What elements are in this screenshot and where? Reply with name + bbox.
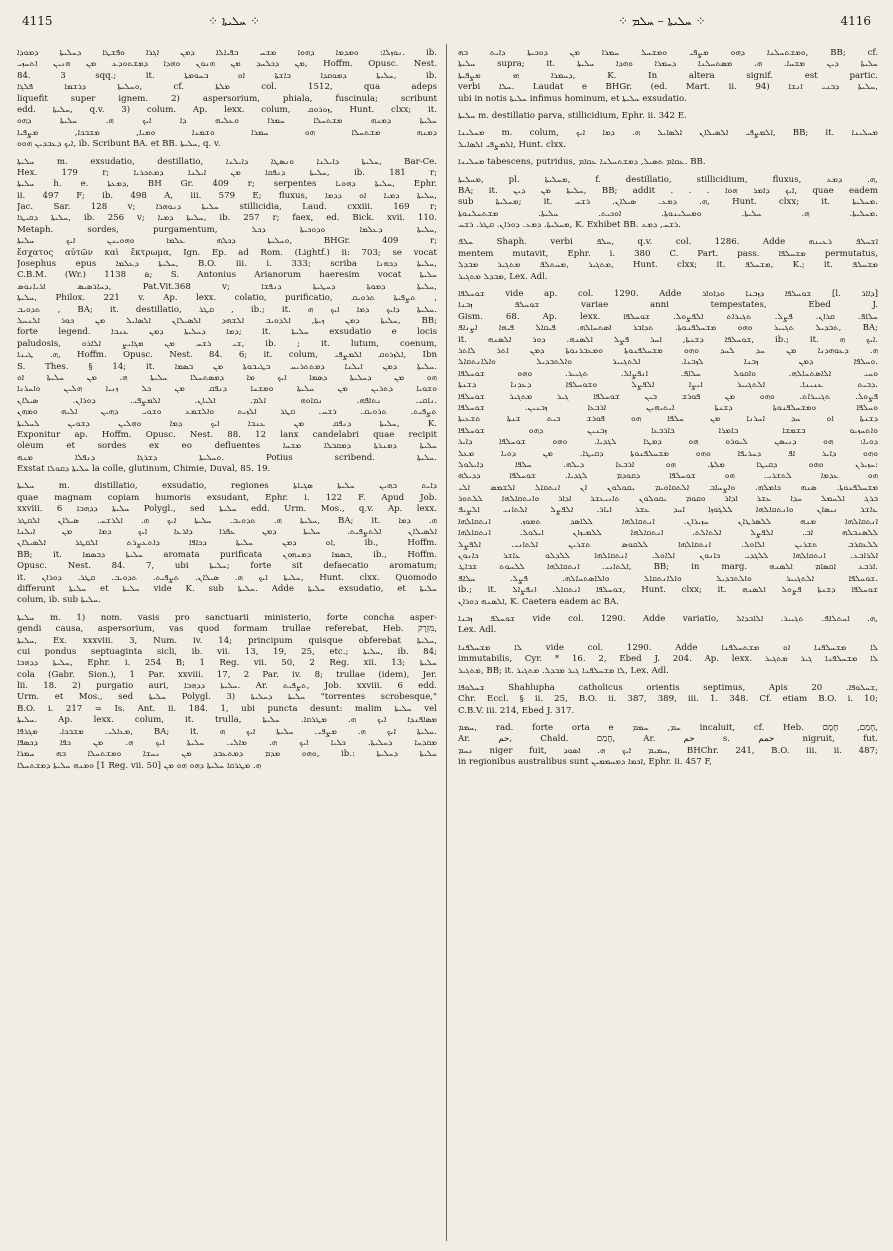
text-line: ܡܢ ܕܟܠܚܕ ܡܢ ܗܢܘܢ ܘܗܕܐ ܕܡܫܬܘܕܥ ܡܢ ܗܢܝܢ ܐܬܚܙܝ, Hoffm. Opusc. Nest. <box>17 59 437 70</box>
text-line: it. ܫܘܚܠܦܐ ܕܫܢܬܐ, ܐܚܪ ܦܨܠ ܐܠܣܢܗ. ܕܘܪ ܐܠܣܢܗ, ib.; it. ܐܝܟ ܗ. <box>458 334 878 345</box>
text-line: ܥܐܫܪ ܢܝܣܐܢ ܘܐܢܬܩܐܠܗܐ ܠܠܓܘܙܐ ܐܚܕ ܥܫܪ ܐܝܐܪ. ܐܠܦܨܠ ܐܠܬܐܢܝ ܐܠܨܝܦ <box>458 505 878 516</box>
text-line: ii. 497 F; ib. 498 A, iii. 579 E; fluxus, ܚܠܝܬܐ ܕܡܝܐ ܐܘ ܕܕܡܐ, <box>17 190 437 201</box>
text-line: ܚܠܝܬܐ ܕܢܦܩ ܡܢ ܥܢܒܐ ܐܝܟ ܕܡܐ ܘܗܠܝܢ ܕܫܘܝܢ ܠܚܠܝܬܐ, K. <box>17 418 437 429</box>
text-line: ܚܙܝܪܢ ܘܗܘ ܕܩܝܛܐ ܡܠܬܐ. ܗܘ ܐܪܒܥܐ ܕܝܠܗ. ܚܠܦܐ ܕܐܝܠܘܠ: <box>458 459 878 470</box>
text-line: S. Thes. § 14; it. ܚܠܝܬܐ ܕܡܢ ܐܝܠܢܐ ܕܡܬܬܪܝܚ ܒܛܝܒܘܬܐ ܡܢ ܒܣܡܐ. <box>17 361 437 372</box>
text-line: ܚܠܝܬܐ ܕܡܢܗ ܡܫܬܚܠܐ ܚܡܪܐ ܘܥܠܝܗ ܕܐ ܐܝܟ ܗ. ܚܠܝܬܐ ܕܗܘ <box>17 116 437 127</box>
text-line: colum, ib. sub ܚܠܝܬܐ. <box>17 595 101 606</box>
text-line: ܢܘܙܠܐ: ܘܡܕܡܐ ܕܗܘܐ ܡܫܚ ܒܦܝܐܠܐ ܕܡܢ ܐܓܪܐ ܘܦܫܛܐ ܕܚܠܝܬܐ ܕܡܘܕܐ. ib. <box>17 48 437 58</box>
text-line: C.B.M. (Wr.) 1138 a; S. Antonius Arianorum haeresim vocat ܚܠܝܬܐ <box>17 270 437 281</box>
text-line: ܗ. ܛܝܢܐ, Hoffm. Opusc. Nest. 84. 6; it. colum, ܐܠܙܪܘܩ ܐܠܡܨܦܝ, Ibn <box>17 350 437 361</box>
text-line: ܡܚܠܝܬܐ. ܗ. ܚܠܝܬܐ. ܘܡܚܠܝܢܘܬܐ. ܐܘܟܝܬ. ܚܠܝܬܐ. ܡܫܬܚܠܢܘܬܐ. <box>458 208 878 219</box>
text-line: ἔσχατος αὐτῶν καὶ ἔκτρωμα, Ign. Ep. ad Rom. (Lightf.) ii: 703; se vocat <box>17 247 437 258</box>
text-line: ܡܫܚܠܦܢܘܬܐ. ܣܢܗ ܟܐܡܠܗ. ܘܐܨܚܐܒ ܐܠܬܩܐܘܝܡ ܝܩܘܠܘܢ ܐܢ ܐܢܬܩܐܠ ܐܠܫܡܣ ܐܠܝ <box>458 482 878 493</box>
text-line: ܘܚܠܝܬܐ ܕܪܫܡܐ ܦܠܓܐ, cf. ܡܠܬܐ col. 1512, qua adeps <box>17 82 437 93</box>
text-line: ܘܐܬܚܙܝܘ ܒܫܡܫܐ ܒܐܡܪܐ ܒܐܪܒܥܐ ܙܒܢܝܢ ܕܗܘ ܫܘܚܠܦܐ <box>458 425 878 436</box>
text-line: Urm. et Mos., sed ܚܠܝܬܐ Polygl. 3) ܚܠܝܬܐ ܕܚܠܝܬܐ "torrentes scrobesque," <box>17 692 437 703</box>
text-line: ܕܫܢܬܐ ܐܘ ܚܕ ܐܚܪܢܐ ܡܢ ܚܠܦܐ ܗܘ ܦܘܪܫ ܒܝܬ ܫܢܬܐ ܬܫܥܝܬܐ <box>458 414 878 425</box>
page-number-left: 4115 <box>22 14 53 28</box>
text-line: quae magnam copiam humoris exsudant, Ephr. i. 122 F. Apud Job. <box>17 492 437 503</box>
text-line: oleum et sordes ex eo defluentes ܚܠܝܬܐ ܕܡܢܪܬܐ ܕܡܩܒܠܐ ܡܫܚܐ <box>17 441 437 452</box>
text-line: ܐܠܡܨܦܝ ܐܠܣܐܝܠ, Hunt. clxx. <box>458 139 566 150</box>
column-divider <box>446 44 447 1241</box>
text-line: ܗ. ܕܥܘܗܕܢܐ ܡܢ ܚܕ ܠܚܕ ܘܗܘ ܡܫܚܠܦܢܘܬܐ ܘܡܥܒܪܢܘܬܐ ܕܡܢ ܐܬܪ ܠܐܬܪ <box>458 345 878 356</box>
text-line: ܚܠܝܬܐ supra; it. ܚܠܝܬܐ ܕܝܢ ܡܫܚܐ. ܗ. ܡܣܬܚܠܢܐ ܕܚܡܪܐ ܘܗܕܐ ܚܠܝܬܐ <box>458 59 878 70</box>
text-line: lii. 18. 2) purgatio auri, ܚܠܝܬܐ ܕܕܗܒܐ. Ar. ܬܨܦܝܬ, Job. xxviii. 6 edd. <box>17 681 437 692</box>
text-line: ܐܘ ܕܡܢ ܚܠܝܬܐ ܕܟܐܦܐ ܕܐܬܥܨܪܬ ܐܠܩܛܪ ܐܠܣܝܠܐܢ, ib., Hoffm. <box>17 538 437 549</box>
text-line: ܐܠܣܢܗ ܕܘܪܐܢ, K. Caetera eadem ac BA. <box>458 596 619 607</box>
text-line: ܚܠܝܬܐ m. 1) nom. vasis pro sanctuarii ministerio, forte concha asper- <box>17 612 437 623</box>
text-line: Josephus epus ܚܠܝܬܐ ܕܥܠܡܐ, B.O. iii. i. 333; scriba ܚܠܝܬܐ ܕܟܗܢܐ, <box>17 259 437 270</box>
text-line: ܡܚܠܝܢܐ m. colum, ܐܠܡܨܦܝ ܐܠܣܝܠܐܢ ܐܠܣܐܝܠ ܗ. ܕܡܐ ܐܝܟ, BB; it. ܡܚܠܝܢܐ <box>458 128 878 139</box>
text-line: ܗܘ ܡܢ ܕܚܠܝܬܐ ܕܣܡܐ ܐܝܟ ܡܐ ܕܡܣܬܚܠܐ ܚܠܝܬܐ ܗ. ܡܢ ܚܠܝܬܐ ܐܘ <box>17 372 437 383</box>
text-line: cui pondus septuaginta sicli, ib. vii. 13, 19, 25, etc.; ܚܠܝܬܐ, ib. 84; <box>17 646 437 657</box>
text-line: Gism. 68. Ap. lexx. ܚܠܐܦ. ܩܪܐܢ. ܦܨܠ. ܬܓܝܪܐܬ ܐܠܦܨܘܠ. ܫܘܚܠܦܐ <box>458 311 878 322</box>
text-line: ܠܐ ܡܫܚܠܦܢܐ vide col. 1290. Adde ܠܐ ܡܫܚܠܦܢܐ ܐܘ ܡܫܬܚܠܦܢܐ <box>458 642 878 653</box>
text-line: ܚܡܡ, rad. forte orta e ܚܡ, ܚܡܡ incaluit, cf. Heb. חָמַם, חָמָם, <box>458 723 878 734</box>
text-line: ܫܚܠܘܦܐ Shahlupha catholicus orientis septimus, Apis ܫܚܠܘܦܐ. 20, <box>458 682 878 693</box>
running-header <box>18 14 875 38</box>
text-line: Opusc. Nest. 84. 7, ubi ܚܠܝܬܐ; forte sit defaecatio aromatum; <box>17 561 437 572</box>
text-line: ܕܒܝܬ ܥܢܝܢܐ. ܐܠܬܓܝܝܪ ܐܝܨܐ ܐܠܦܨܠ ܘܫܘܚܠܦܐ ܕܥܕܢܐ ܕܫܢܬܐ. <box>458 380 878 391</box>
header-title-left: ⁘ ܚܠܝܬܐ ⁘ <box>208 14 261 28</box>
text-line: ubi in notis ܚܠܝܬܐ infimus hominum, et ܚܠܝܬܐ exsudatio. <box>458 93 687 104</box>
text-line: ܚܠܝܬܐ ܗ. ܬܕܘܝܒ. ܚܠܝܬܐ ܐܝܟ ܗ. ܐܠܪܫܚ. ܣܝܠܐܢ ܐܠܩܛܪ, BA; it. ܗ. ܕܡܐ <box>17 515 437 526</box>
text-line: ܐܠܪܐܒܥ. ܐܢܬܩܐܠܗܐ ܠܠܓܕܝ ܟܐܢܘܢ ܐܠܐܘܠ. ܐܢܬܩܐܠܗܐ ܠܠܕܠܘ ܥܐܫܪ ܟܐܢܘܢ <box>458 551 878 562</box>
text-line: BB; it. ܚܠܝܬܐ ܕܒܣܡܐ aromata purificata ܒܣܡܐ ܕܡܢܗܘܢ, ib., Hoffm. <box>17 549 437 560</box>
text-line: ܡܒܕܠ ܡܬܓܝܪ, Lex. Adl. <box>458 271 548 282</box>
text-line: ܡܚܠܝܬܐ. ܕܡܥ. ܕܘܪܐܢ. ܩܛܪ. ܪܫܚ, K. Exhibet BB. ܪܫܚ, ܕܡܥ. <box>458 220 681 231</box>
text-line: ܘܗܘ ܕܐܝܪ ܐܦ ܕܚܪܝܦܐ ܘܗܘ ܡܫܚܠܦܢܘܬܐ ܕܩܝܛܐ. ܡܢ ܕܘܝܐ ܡܥܠ <box>458 448 878 459</box>
text-line: ܚܠܝܬܐ, Philox. 221 v. Ap. lexx. colatio, purificatio, ܬܨܦܝܬܐ ܬܪܘܝܩ , <box>17 293 437 304</box>
text-line: ܫܘܚܠܦ ܙܒܢܐ variae anni tempestates, Ebed J. <box>458 300 878 311</box>
text-line: ib.; it. ܫܘܚܠܦܐ ܐܢܬܩܐܠ. ܐܢܦܨܐܠ, Hunt. clxx; it. ܫܘܚܠܦܐ ܕܫܢܬܐ ܦܨܘܠ ܐܠܣܢܗ <box>458 585 878 596</box>
text-line: ܡܬܓܝܪ ,ܡܚܬܠܦ ܡܬܓܝܪ ܡܒܕܠ, Hunt. clxx; it. ܡܫܚܠܦ, K.; it. ܡܫܚܠܦ <box>458 260 878 271</box>
text-line: ܘܚܠܦܐ ܘܡܫܚܠܦܢܘܬܐ ܕܫܢܬܐ ܐܝܬܝܗܝܢ ܐܪܒܥܐ ܙܒܢܝܢ. ܫܘܚܠܦܐ <box>458 402 878 413</box>
text-line: C.B.V. iii. 214, Ebed J. 317. <box>458 705 575 716</box>
text-line: ܡܚܠܝܢܐ tabescens, putridus, ܥܩܐܡ ܬܣܝܠ, ܕܡܫܬܚܠܢܐ ܥܩܐܡ. BB. <box>458 157 706 168</box>
text-line: ܘܚܠܝܬܐ ܕܫܪܓܐ ܕܢܦܠܐ ܡܢܗ. Potius scribend. ܚܠܝܬܐ. <box>17 452 437 463</box>
text-line: ܐܠܣܝܠܐܢ ܐܠܬܨܦܝܬ. ܚܠܝܬܐ ܕܡܢ ܥܦܪܐ ܕܐܪܥܐ ܐܝܟ ܕܡܐ ܡܢ ܐܝܠܢܐ <box>17 527 437 538</box>
text-line: immutabilis, Cyr. * 16. 2, Ebed J. 204. Ap. lexx. ܠܐ ܡܫܚܠܦܢܐ ܓܝܪ ܡܬܓܝܪ <box>458 654 878 665</box>
text-line: Jac. Sar. 128 v; ܚܠܝܬܐ ܕܢܘܗܪܐ stillicidia, Laud. cxxiii. 169 r; <box>17 202 437 213</box>
text-line: ܕܚܡܪܐ ܗܝ ܡܨܦܝܬܐ, K. In altera signif. est partic. <box>458 70 878 81</box>
text-line: ܚܠܝܬܐ ܕܩܝܛܐ, ib. 256 v; ܚܠܝܬܐ ܕܡܝܐ, ib. 257 r; faex, ed. Bick. xvii. 110. <box>17 213 437 224</box>
text-line: ܡܚܠܝܬܐ, pl. ܡܚܠܝܬܐ, f. destillatio, stillicidium, fluxus, ܗ. ܕܡܥ, <box>458 174 878 185</box>
text-line: liquefit super ignem. 2) aspersorium, phiala, fuscinula; scribunt <box>17 93 437 104</box>
text-line: xxviii. 6 ܚܠܝܬܐ ܕܕܗܒܐ Polygl., sed ܚܠܝܬܐ edd. Urm. Mos., q.v. Ap. lexx. <box>17 504 437 515</box>
text-line: verbi ܚܠܐ. Laudat e BHGr. (ed. Mart. ii. 94) ܚܠܝܬܐ ܕܒܢܝ ܐܢܫܐ, <box>458 82 878 93</box>
text-line: ܐܠܬܐܢܝ. ܐܢܬܩܐܠܗܐ ܠܠܚܘܬ ܫܒܐܛ, BB; in marg. ܐܪܒܥ ܐܩܣܐܡ ܐܠܣܢܗ. <box>458 562 878 573</box>
text-line: ܚܠܝܬܐ. Ap. lexx. colum, it. trulla, ܡܣܐܦܢܕܐ ܐܝܟ ܗ. ܡܛܪܩܐ. ܚܠܝܬܐ <box>17 715 437 726</box>
text-line: ܕܘܝܐ: ܗܘ ܕܢܝܣܢ ܠܝܘܪܘ ܗܘ ܕܡܛܐ ܠܓܕܝܐ. ܘܗܘ ܫܘܚܠܦܐ ܕܐܝܪ <box>458 437 878 448</box>
page-number-right: 4116 <box>840 14 871 28</box>
text-line: forte legend. ܕܡܐ ܕܚܠܝܬܐ ܕܡܢ ܥܢܒܐ; it. ܚܠܝܬܐ exsudatio e locis <box>17 327 437 338</box>
text-line: ܠܠܣܢܒܠܗ ܐܒ. ܐܠܦܨܠ ܐܠܬܐܠܬ. ܐܢܬܩܐܠܗܐ ܠܠܡܝܙܐܢ ܐܝܠܘܠ. ܐܢܬܩܐܠܗܐ <box>458 528 878 539</box>
text-line: Exponitur ap. Hoffm. Opusc. Nest. 88. 12 lanx candelabri quae recipit <box>17 429 437 440</box>
text-line: mentem mutavit, Ephr. i. 380 C. Part. pass. ܡܫܚܠܦܐ permutatus, <box>458 248 878 259</box>
text-line: ܘܚܠܦܐ ܕܡܢ ܙܒܢܐ ܠܙܒܢܐ. ܐܠܬܓܝܝܪ ܘܐܠܬܒܕܝܠ ܘܐܠܐܢܬܩܐܠ. <box>458 357 878 368</box>
text-line: Hex. 179 r; ܚܠܝܬܐ ܕܢܦܩܐ ܡܢ ܐܝܠܢܐ ܕܡܬܟܪܝܐ, ib. 181 r; <box>17 167 437 178</box>
text-line: cola (Gabr. Sion.), 1 Par. xxviii. 17, 2 Par. iv. 8; trullae (idem), Jer. <box>17 669 437 680</box>
text-line: ܚܠܝܬܐ m. exsudatio, destillatio, ܚܠܝܬܐ ܕܐܝܠܢܐ ܘܢܣܛܐ ܕܐܝܠܢܐ, Bar-Ce. <box>17 156 437 167</box>
text-line: ܚܠܝܬܐ m. destillatio parva, stillicidium, Ephr. ii. 342 E. <box>458 110 687 121</box>
text-line: ܕܡܢܗ ܡܫܬܚܠܐ ܗܘ ܚܡܪܐ ܘܫܡܢܐ ܘܡܝܐ, ܡܫܒܟܐ, ܡܨܦܝܐ <box>17 127 437 138</box>
text-line: gendi causa, aspersorium, vas quod formam trullae referebat, Heb. מִזְרָק, <box>17 624 437 635</box>
text-line: BA; it. ܚܠܝܬܐ ܡܢ ܕܝܢ, BB; addit . . . ܐܝܟ ܕܐܡܪ ܗܘܐ, quae eadem <box>458 185 878 196</box>
text-line: sub ܡܚܠܝܬܐ; it. ܗ. ܕܡܥ. ܣܝܠܐܢ. ܪܫܚ, Hunt. clxx; it. ܡܚܠܝܬܐ. <box>458 197 878 208</box>
text-line: ܫܘܚܠܦܐ vide ap. col. 1290. Adde ܫܘܚܠܦܐ ܕܙܒܢܐ ܘܕܐܘܐܪ [l. ܕܐܐܪ] <box>458 289 878 300</box>
text-line: ܬܒܕܝܠ ܬܓܝܝܪ ܘܗܘ ܡܫܚܠܦܢܘܬܐ. ܬܕܐܒܪ ܐܣܬܚܐܠܗ. ܦܝܩܐܠ ܦܝܗܐ ܐܨܢܐܦ, BA; <box>458 323 878 334</box>
text-line: 84. 3 sqq.; it. ܚܠܝܬܐ ܕܡܘܩܕܐ ܒܐܫܬܐ ܐܘ ܒܚܘܡܬܐ, ib. <box>17 70 437 81</box>
text-line: ܡܬܓܝܪ, BB; it. ܠܐ ܡܫܚܠܦܢܐ ܓܝܪ ܡܒܕܠ. ܡܬܓܝܪ, Lex. Adl. <box>458 665 669 676</box>
text-line: ܫܘܚܠܦ ܙܒܢܐ vide col. 1290. Adde variatio, ܗ. ܐܚܬܠܐܦ. ܬܓܝܝܪ. ܐܠܐܒܕܐܠ, <box>458 613 878 624</box>
text-line: paludosis, ܫܝ ܪܫܚ ܡܢ ܡܓܐܝܨ ܐܠܐܪܘ, ib. ; it. lutum, coenum, <box>17 338 437 349</box>
text-line: ܡܥܐܠܝ. ܡܫܒܟܐ. ܡܓܪܦܐ, BA; it. ܚܠܝܬܐ ܐܝܟ ܗ. ܡܨܦܝ. ܚܠܝܬܐ ܐܝܟ ܗ. <box>17 726 437 737</box>
text-line: ܚܠܦ Shaph. verbi ܚܠܦ, q.v. col. 1286. Adde ܐܫܚܠܦ ܪܥܝܢܗ <box>458 237 878 248</box>
text-line: ܘܚܠܝܬܐ ܕܟܠܗ ܥܠܡܐ ܘܗܘܝܢܢ ܐܝܟ ܚܠܝܬܐ, BHGr. 409 r; <box>17 236 437 247</box>
text-line: ܡܩܕܚܐ ܕܚܠܝܬܐ. ܟܠܝܐ ܐܝܟ ܗ. ܡܐܠܝ. ܚܠܝܬܐ ܐܝܟ ܗ. ܡܢ ܟܦܐ ܕܟܣܦܐ <box>17 738 437 749</box>
right-column <box>458 48 878 1236</box>
text-line: it. ܚܠܝܬܐ ܐܝܟ ܗ. ܣܝܠܐܢ. ܬܨܦܝܬ. ܬܕܘܝܒ. ܩܛܪ. ܕܘܪܐܢ, Hunt. clxx. Quomodo <box>17 572 437 583</box>
text-line: ܘܡܢܗ ܚܠܝܬܐ ܕܡܫܬܚܠܐ [1 Reg. vii. 50] ܗ. ܡܛܪܩܐ ܚܠܝܬܐ ܕܗܘ ܗܘ ܡܢ <box>17 760 262 771</box>
text-line: ܬܨܦܝܬ. ܬܪܘܝܩ. ܪܫܚ. ܩܛܪ ܐܠܙܝܬ ܘܐܠܫܡܥ ܘܫܘܝ ܕܗܝܢ ܐܠܝܗ ܘܡܗܢ <box>17 407 437 418</box>
text-line: in regionibus australibus sunt ܐܟܡܐ ܕܡܚܡܡܝܢ, Ephr. ii. 457 F, <box>458 757 712 768</box>
text-line: ܕܚܐܪܣܝܣ ܐܪܝܐܢܘܣ, Pat.Vit.368 v; ܚܠܝܬܐ ܕܡܘܬܐ ܕܚܛܝܬܐ ܕܢܦܫܐ, <box>17 281 437 292</box>
text-line: ܢܐܩܝ. ܢܬܐܦܗ. ܢܩܐܘܗ ܐܠܡ. ܐܠܝܐܢ. ܐܠܡܨܦܝ. ܕܘܪܐܢ. ܣܝܠܐܢ. <box>17 395 437 406</box>
text-line: B.O. i. 217 = Is. Ant. ii. 184. 1, ubi puncta desunt: malim ܚܠܝܬܐ vel <box>17 703 437 714</box>
header-title-right: ⁘ ܚܠܝܬܐ – ܚܠܡ ⁘ <box>618 14 706 28</box>
text-line: edd. ܚܠܝܬܐ, q.v. 3) colum. Ap. lexx. colum, ܙܘܪܘܩ, Hunt. clxx; it. <box>17 104 437 115</box>
text-line: ܐܝܟ ܕܥܒܕܝܢ ܗܘܘ, ib. Scribunt BA. et BB. ܚܠܝܬܐ, q. v. <box>17 139 221 150</box>
text-line: ܚܠܝܬܐ ܕܕܗܒܐ, Ephr. i. 254 B; 1 Reg. vii. 50, 2 Reg. xii. 13; ܚܠܝܬܐ <box>17 658 437 669</box>
text-line: ܢܚܡ niger fuit, ܚܡܝܡ ܐܝܟ ܗ. ܐܣܘܕ, BHChr. 241, B.O. iii. ii. 487; <box>458 745 878 756</box>
text-line: ܬܕܘܝܒ , BA; it. destillatio, ܩܛܪ , ib.; it. ܚܠܝܬܐ ܕܐܝܟ ܕܡܐ ܐܝܟ ܗ. <box>17 304 437 315</box>
text-line: ܘܫܘܝܐ ܕܬܪܝܢ ܡܢ ܚܠܝܬܐ ܘܡܫܚܐ ܕܢܦܩ ܡܢ ܟܠ ܙܢܝܐ ܗܠܝܢ ܘܐܚܪܢܐ <box>17 384 437 395</box>
left-column <box>17 48 437 1236</box>
text-line: Ar. حم, Chald. חֲמַם, Ar. حم s. حمم nigruit, fut. <box>458 734 878 745</box>
text-line: Lex. Adl. <box>458 625 497 636</box>
text-line: ܘܚܝ ܐܠܐܣܬܚܐܠܗ. ܘܐܩܘܠ ܚܠܐܦ. ܐܢܦܨܐܠ. ܬܓܝܝܪ. ܘܗܘ ܫܘܚܠܦܐ <box>458 368 878 379</box>
text-line: Chr. Eccl. § ii. 25, B.O. ii. 387, 389, iii. 1. 348. Cf. etiam B.O. i. 10; <box>458 694 878 705</box>
text-line: ܚܠܝܬܐ ܕܡܢ ܙܝܬܐ, ܐܠܕܘܝܒ ܐܠܫܗܕ ܐܠܣܝܠܐܢ ܐܠܣܐܝܠ ܡܢ ܟܘܪ ܐܠܢܚܠ, BB; <box>17 315 437 326</box>
text-line: ܚܠܝܬܐ m. distillatio, exsudatio, regiones ܕܐܝܬ ܒܗܝܢ ܚܠܝܬܐ ܣܓܝܐܬܐ <box>17 481 437 492</box>
text-line: ܠܠܥܩܪܒ ܬܫܪܝܢ ܐܠܐܘܠ. ܐܢܬܩܐܠܗܐ ܠܠܩܘܣ ܬܫܪܝܢ ܐܠܬܐܢܝ. ܐܠܦܨܠ <box>458 539 878 550</box>
text-line: ܚܠܝܬܐ h. e. ܕܡܥܬܐ, BH Gr. 409 r; serpentes ܚܠܝܬܐ ܕܗܘܝܐ, Ephr. <box>17 179 437 190</box>
text-line: Exstat ܚܠܝܬܐ ܕܩܘܠܐ la colle, glutinum, Chimie, Duval, 85. 19. <box>17 464 271 475</box>
text-line: ܐܢܬܩܐܠܗܐ ܡܢܗ ܠܠܣܪܛܐܢ ܚܙܝܪܐܢ. ܐܢܬܩܐܠܗܐ ܠܠܐܣܕ ܬܡܘܙ. ܐܢܬܩܐܠܗܐ <box>458 516 878 527</box>
text-line: differunt ܚܠܝܬܐ et ܚܠܝܬܐ vide K. sub ܚܠܝܬܐ. Adde ܚܠܝܬܐ exsudatio, et ܚܠܝܬܐ <box>17 583 437 594</box>
text-line: ܒܪܓ ܐܠܚܡܠ ܚܕܐ ܥܫܪ ܐܕܐܪ ܘܩܘܡ ܝܩܘܠܘܢ ܬܐܢܝܥܫܪ ܐܕܐܪ ܘܐܢܬܩܐܠܗܐ ܠܠܬܘܪ <box>458 494 878 505</box>
text-line: ܗܘ ܥܕܡܐ ܠܬܫܪܝ. ܗܘ ܫܘܚܠܦܐ ܕܩܘܕܡ ܠܓܕܝܐ. ܫܘܚܠܦܐ ܕܕܝܠܗ <box>458 471 878 482</box>
text-line: ܘܡܫܬܚܠܢܐ ܕܗܘ ܡܨܦܝ ܘܡܫܚܠ ܚܡܪܐ ܡܢ ܕܘܟܝܬܐ ܕܐܝܬ ܒܗ, BB; cf. <box>458 48 878 58</box>
text-line: ܫܘܚܠܦܐ ܐܠܬܓܝܝܪ ܘܐܠܬܒܕܝܠ ܘܐܠܐܢܬܩܐܠ ܘܐܠܐܣܬܚܐܠܗ. ܦܨܠ. ܚܠܐܦ. <box>458 573 878 584</box>
text-line: ܚܠܝܬܐ, Ex. xxxviii. 3, Num. iv. 14; principum quisque obferebat ܚܠܝܬܐ, <box>17 635 437 646</box>
text-line: ܦܨܘܠ. ܬܓܝܝܪܐܬ. ܘܗܘ ܡܢ ܦܘܪܫ ܒܝܢ ܫܘܚܠܦܐ ܓܝܪ ܡܬܓܝܪ ܫܘܚܠܦܐ <box>458 391 878 402</box>
text-line: Metaph. sordes, purgamentum, ܚܠܝܬܐ ܕܥܠܡܐ ܘܕܘܟܝܬܐ ܕܟܠ, <box>17 224 437 235</box>
text-line: ܘܗܘ ܡܕܡ ܕܡܬܥܒܕ ܡܢ ܢܚܫܐ ܘܡܫܬܚܠܐ ܒܗ ܚܡܪܐ, ib.: ܚܠܝܬܐ ܕܚܠܝܬܐ <box>17 749 437 760</box>
